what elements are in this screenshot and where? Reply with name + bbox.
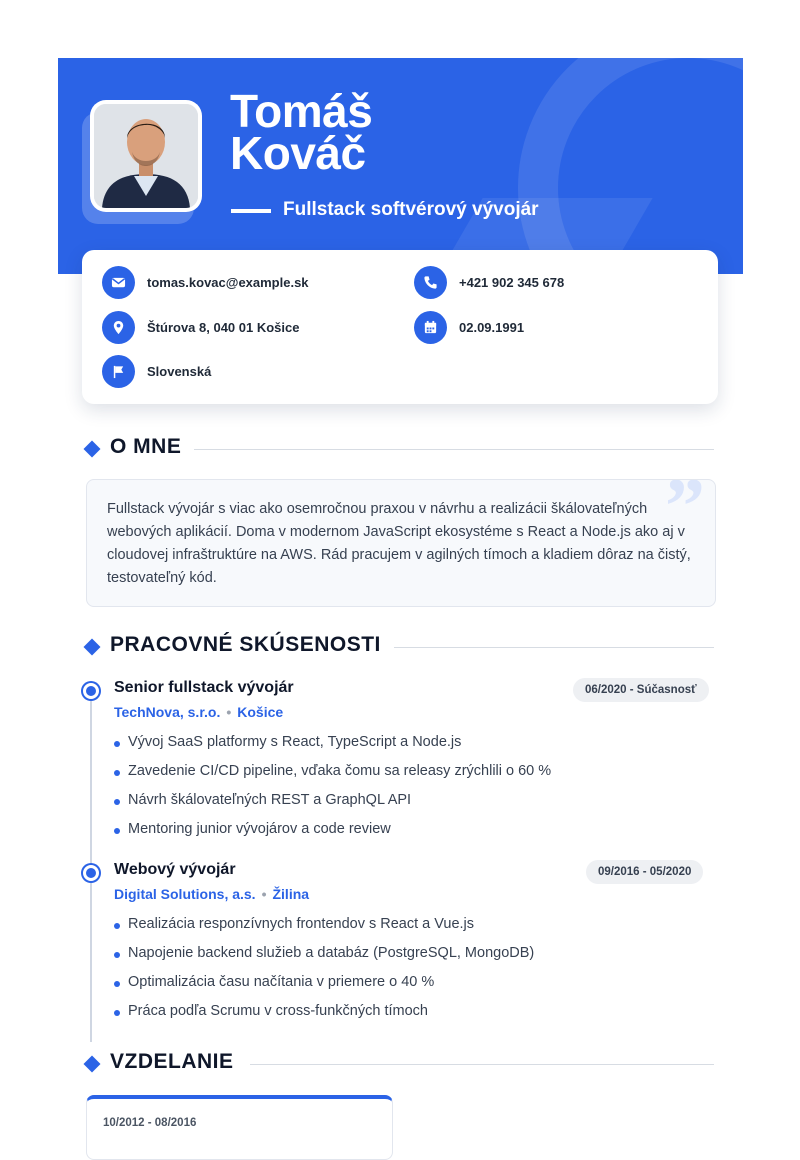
section-title: VZDELANIE bbox=[110, 1050, 234, 1073]
company-name: TechNova, s.r.o. bbox=[114, 704, 221, 720]
list-item: Zavedenie CI/CD pipeline, vďaka čomu sa releasy zrýchlili o 60 % bbox=[114, 763, 551, 792]
section-divider bbox=[250, 1064, 714, 1065]
section-title: O MNE bbox=[110, 435, 182, 458]
list-item: Vývoj SaaS platformy s React, TypeScript a Node.js bbox=[114, 734, 551, 763]
birthdate-text: 02.09.1991 bbox=[459, 320, 525, 335]
separator-dot: • bbox=[226, 704, 232, 720]
job-bullets bbox=[114, 916, 534, 1032]
section-divider bbox=[394, 647, 714, 648]
candidate-name bbox=[230, 85, 373, 179]
envelope-icon bbox=[102, 266, 135, 299]
company-city: Košice bbox=[237, 704, 284, 720]
job-role: Fullstack softvérový vývojár bbox=[283, 199, 539, 220]
location-pin-icon bbox=[102, 311, 135, 344]
diamond-icon bbox=[84, 1056, 101, 1073]
person-avatar-icon bbox=[94, 104, 198, 208]
email-text: tomas.kovac@example.sk bbox=[147, 275, 309, 290]
name-last: Kováč bbox=[230, 127, 366, 179]
date-badge: 06/2020 - Súčasnosť bbox=[573, 678, 709, 702]
address-text: Štúrova 8, 040 01 Košice bbox=[147, 320, 300, 335]
education-card bbox=[86, 1095, 393, 1160]
contact-card bbox=[82, 250, 718, 404]
date-badge: 09/2016 - 05/2020 bbox=[586, 860, 703, 884]
name-first: Tomáš bbox=[230, 85, 373, 137]
job-bullets bbox=[114, 734, 551, 850]
list-item: Mentoring junior vývojárov a code review bbox=[114, 821, 551, 850]
phone-text: +421 902 345 678 bbox=[459, 275, 565, 290]
about-text: Fullstack vývojár s viac ako osemročnou praxou v návrhu a realizácii škálovateľných webových aplikácií. Doma v modernom JavaScript ekosystéme s React a Node.js ako aj v cloudovej infraštruktúre na AWS. Rád pracujem v agilných tímoch a kladiem dôraz na čistý, testovateľný kód. bbox=[107, 501, 691, 586]
company-city: Žilina bbox=[272, 886, 310, 902]
profile-photo bbox=[90, 100, 202, 212]
timeline-dot bbox=[83, 865, 99, 881]
education-dates: 10/2012 - 08/2016 bbox=[103, 1117, 197, 1129]
section-title: PRACOVNÉ SKÚSENOSTI bbox=[110, 633, 381, 656]
list-item: Práca podľa Scrumu v cross-funkčných tímoch bbox=[114, 1003, 534, 1032]
section-divider bbox=[194, 449, 714, 450]
list-item: Optimalizácia času načítania v priemere o 40 % bbox=[114, 974, 534, 1003]
nationality-text: Slovenská bbox=[147, 364, 212, 379]
job-company-line bbox=[114, 886, 309, 902]
timeline-dot bbox=[83, 683, 99, 699]
phone-icon bbox=[414, 266, 447, 299]
quote-mark-icon: ” bbox=[665, 479, 705, 551]
separator-dot: • bbox=[261, 886, 267, 902]
diamond-icon bbox=[84, 639, 101, 656]
company-name: Digital Solutions, a.s. bbox=[114, 886, 256, 902]
list-item: Návrh škálovateľných REST a GraphQL API bbox=[114, 792, 551, 821]
job-title: Senior fullstack vývojár bbox=[114, 679, 294, 696]
calendar-icon bbox=[414, 311, 447, 344]
list-item: Napojenie backend služieb a databáz (PostgreSQL, MongoDB) bbox=[114, 945, 534, 974]
list-item: Realizácia responzívnych frontendov s React a Vue.js bbox=[114, 916, 534, 945]
flag-icon bbox=[102, 355, 135, 388]
diamond-icon bbox=[84, 441, 101, 458]
role-accent-line bbox=[231, 209, 271, 213]
about-box bbox=[86, 479, 716, 607]
job-company-line bbox=[114, 704, 283, 720]
job-title: Webový vývojár bbox=[114, 861, 236, 878]
